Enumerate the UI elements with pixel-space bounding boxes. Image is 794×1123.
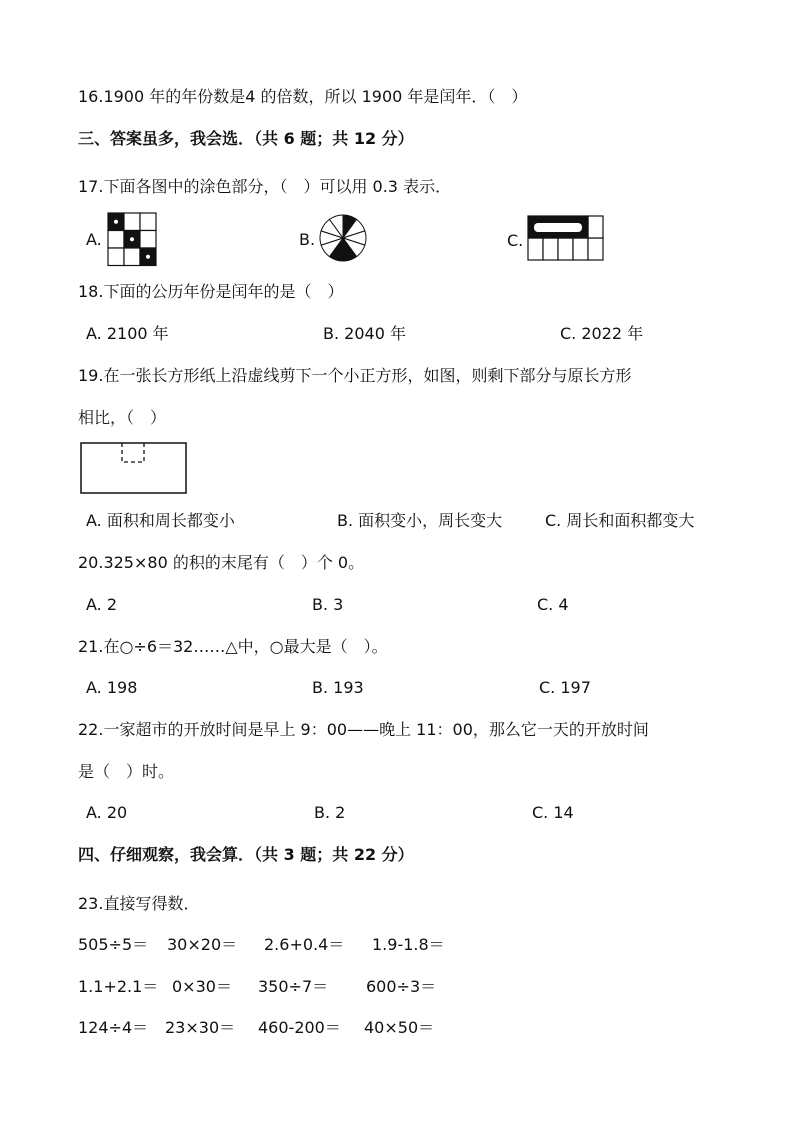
q20-option-c: C. 4 bbox=[537, 595, 569, 614]
calc-item: 23×30＝ bbox=[165, 1018, 236, 1037]
q21-option-b: B. 193 bbox=[312, 678, 364, 697]
section-4-heading: 四、仔细观察，我会算．（共 3 题；共 22 分） bbox=[78, 845, 414, 864]
q20-option-b: B. 3 bbox=[312, 595, 344, 614]
q19-rectangle-figure bbox=[80, 442, 188, 496]
calc-item: 40×50＝ bbox=[364, 1018, 435, 1037]
q21-option-c: C. 197 bbox=[539, 678, 591, 697]
calc-item: 30×20＝ bbox=[167, 935, 238, 954]
q22-option-c: C. 14 bbox=[532, 803, 574, 822]
q17-figure-b-circle bbox=[319, 214, 367, 262]
q21-option-a: A. 198 bbox=[86, 678, 138, 697]
q19-option-b: B. 面积变小，周长变大 bbox=[337, 511, 503, 530]
q19-option-a: A. 面积和周长都变小 bbox=[86, 511, 235, 530]
section-3-heading: 三、答案虽多，我会选．（共 6 题；共 12 分） bbox=[78, 129, 414, 148]
question-18: 18.下面的公历年份是闰年的是（ ） bbox=[78, 282, 344, 301]
q17-figure-c-bar bbox=[528, 216, 606, 262]
q17-figure-a-grid bbox=[108, 213, 158, 266]
calc-item: 1.9-1.8＝ bbox=[372, 935, 445, 954]
q17-option-c-label: C. bbox=[507, 231, 524, 250]
calc-item: 124÷4＝ bbox=[78, 1018, 149, 1037]
question-19-line-2: 相比，（ ） bbox=[78, 408, 167, 427]
question-21: 21.在○÷6＝32……△中，○最大是（ ）。 bbox=[78, 637, 388, 656]
question-22-line-2: 是（ ）时。 bbox=[78, 762, 175, 781]
question-23: 23.直接写得数． bbox=[78, 894, 200, 913]
q19-option-c: C. 周长和面积都变大 bbox=[545, 511, 695, 530]
q22-option-b: B. 2 bbox=[314, 803, 346, 822]
calc-item: 350÷7＝ bbox=[258, 977, 329, 996]
q17-option-b-label: B. bbox=[299, 230, 316, 249]
q18-option-c: C. 2022 年 bbox=[560, 324, 644, 343]
calc-item: 0×30＝ bbox=[172, 977, 232, 996]
calc-item: 1.1+2.1＝ bbox=[78, 977, 159, 996]
q18-option-a: A. 2100 年 bbox=[86, 324, 169, 343]
question-19-line-1: 19.在一张长方形纸上沿虚线剪下一个小正方形，如图，则剩下部分与原长方形 bbox=[78, 366, 632, 385]
question-16: 16.1900 年的年份数是4 的倍数，所以 1900 年是闰年．（ ） bbox=[78, 87, 528, 106]
calc-item: 600÷3＝ bbox=[366, 977, 437, 996]
question-20: 20.325×80 的积的末尾有（ ）个 0。 bbox=[78, 553, 365, 572]
question-17: 17.下面各图中的涂色部分，（ ）可以用 0.3 表示． bbox=[78, 177, 452, 196]
calc-item: 505÷5＝ bbox=[78, 935, 149, 954]
calc-item: 460-200＝ bbox=[258, 1018, 341, 1037]
q20-option-a: A. 2 bbox=[86, 595, 118, 614]
q18-option-b: B. 2040 年 bbox=[323, 324, 406, 343]
q22-option-a: A. 20 bbox=[86, 803, 128, 822]
question-22-line-1: 22.一家超市的开放时间是早上 9：00——晚上 11：00，那么它一天的开放时间 bbox=[78, 720, 649, 739]
calc-item: 2.6+0.4＝ bbox=[264, 935, 345, 954]
q17-option-a-label: A. bbox=[86, 230, 102, 249]
